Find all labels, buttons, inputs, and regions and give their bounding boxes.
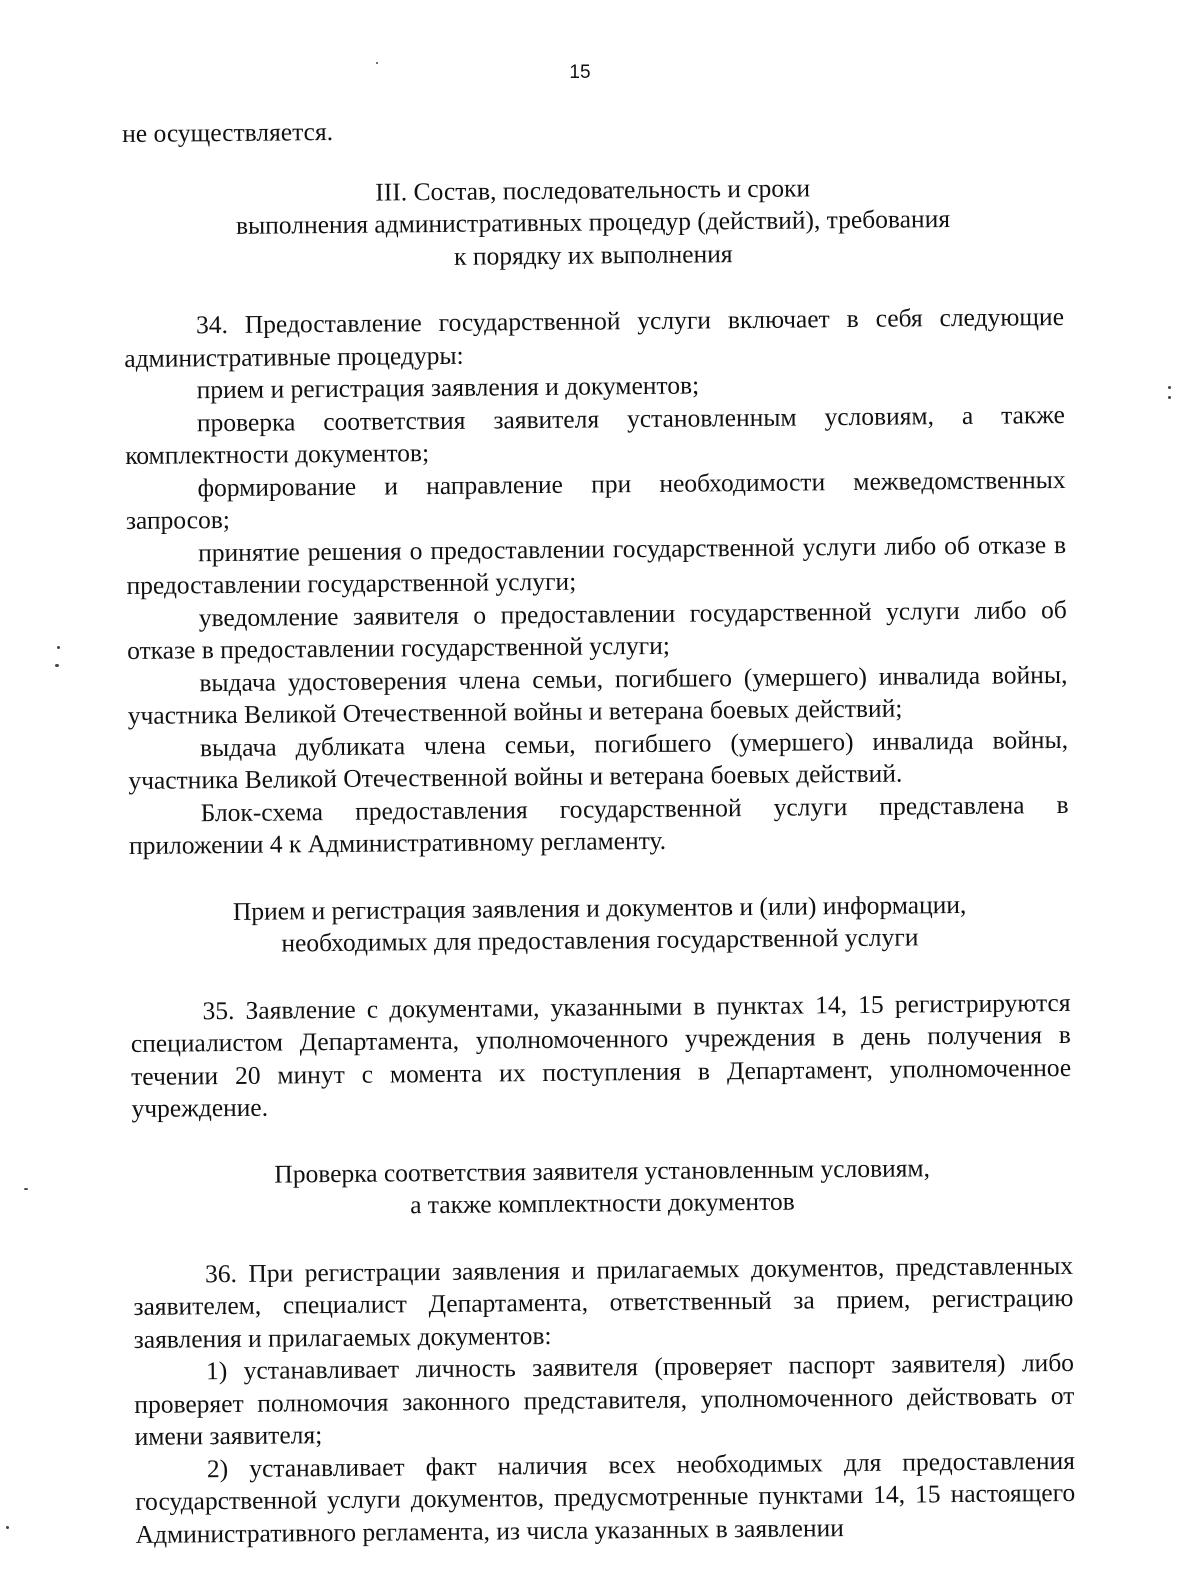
page-number: 15	[569, 62, 591, 83]
paragraph-34-closing: Блок-схема предоставления государственной услуги представлена в приложении 4 к Административному регламенту.	[128, 789, 1069, 860]
subheading-reception	[129, 887, 1070, 961]
procedure-item: прием и регистрация заявления и документов;	[196, 370, 700, 405]
procedure-item: выдача дубликата члена семьи, погибшего (умершего) инвалида войны, участника Великой Отечественной войны и ветерана боевых действий.	[128, 724, 1069, 795]
subheading-line: Проверка соответствия заявителя установленным условиям,	[274, 1152, 931, 1189]
scan-speck	[24, 1188, 28, 1190]
scan-speck	[57, 646, 60, 649]
section-heading-line: III. Состав, последовательность и сроки	[375, 172, 811, 207]
paragraph-34-intro: 34. Предоставление государственной услуги включает в себя следующие административные процедуры:	[124, 301, 1065, 373]
paragraph-36-item: 1) устанавливает личность заявителя (проверяет паспорт заявителя) либо проверяет полномочия законного представителя, уполномоченного действовать от имени заявителя;	[134, 1347, 1075, 1451]
procedure-item: выдача удостоверения члена семьи, погибшего (умершего) инвалида войны, участника Великой Отечественной войны и ветерана боевых действий;	[127, 659, 1068, 730]
paragraph-35-text: 35. Заявление с документами, указанными в пунктах 14, 15 регистрируются специалистом Департамента, уполномоченного учреждения в день получения в течении 20 минут с момента их поступления в Департамент, уполномоченное учреждение.	[130, 987, 1072, 1123]
section-heading	[123, 169, 1064, 276]
paragraph-35	[130, 986, 1071, 1125]
procedure-item: проверка соответствия заявителя установленным условиям, а также комплектности документов;	[125, 399, 1066, 470]
paragraph-34	[124, 301, 1069, 862]
paragraph-36-item: 2) устанавливает факт наличия всех необходимых для предоставления государственной услуги документов, предусмотренные пунктами 14, 15 настоящего Административного регламента, из числа указанных в заявлении	[135, 1445, 1076, 1549]
paragraph-36-intro: 36. При регистрации заявления и прилагаемых документов, представленных заявителем, специалист Департамента, ответственный за прием, регистрацию заявления и прилагаемых документов:	[133, 1250, 1074, 1354]
paragraph-36	[133, 1249, 1076, 1551]
procedure-item: принятие решения о предоставлении государственной услуги либо об отказе в предоставлении государственной услуги;	[126, 529, 1067, 600]
scan-speck	[55, 664, 59, 667]
scan-speck	[6, 1526, 9, 1529]
scan-speck	[376, 62, 378, 64]
section-heading-line: к порядку их выполнения	[453, 238, 733, 271]
section-heading-line: выполнения административных процедур (действий), требования	[235, 204, 951, 240]
scan-speck	[1168, 396, 1171, 399]
procedure-item: уведомление заявителя о предоставлении государственной услуги либо об отказе в предоставлении государственной услуги;	[126, 594, 1067, 665]
subheading-line: необходимых для предоставления государственной услуги	[281, 922, 919, 958]
subheading-verification	[132, 1150, 1073, 1224]
scan-speck	[1168, 386, 1171, 389]
document-body	[122, 109, 1076, 1551]
subheading-line: а также комплектности документов	[410, 1186, 795, 1220]
lead-text: не осуществляется.	[122, 116, 334, 148]
subheading-line: Прием и регистрация заявления и документов и (или) информации,	[232, 889, 967, 926]
procedure-item: формирование и направление при необходимости межведомственных запросов;	[125, 464, 1066, 535]
